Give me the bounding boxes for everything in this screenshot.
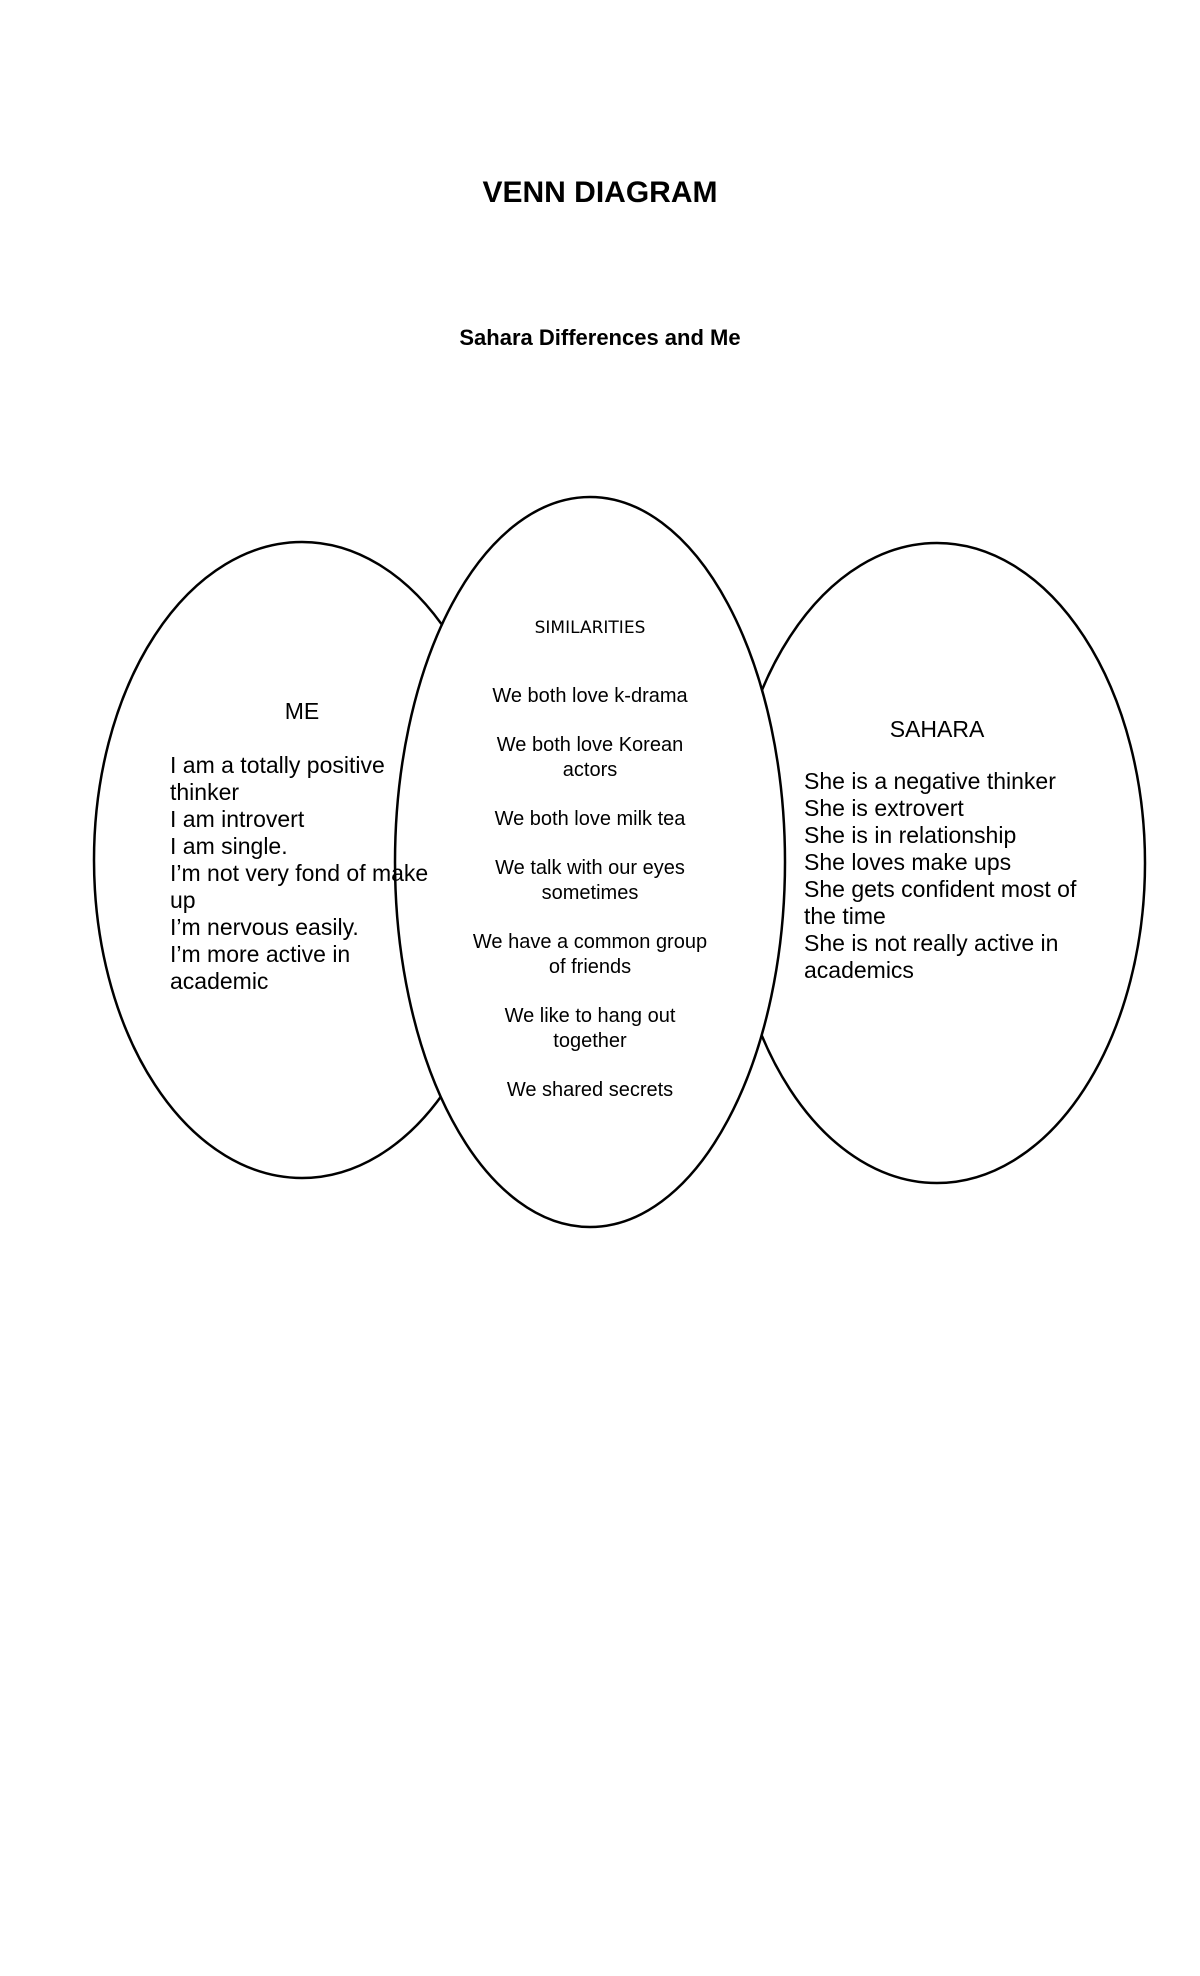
list-item: She loves make ups — [804, 849, 1012, 875]
list-item: I’m not very fond of make up — [170, 860, 429, 913]
list-item: We have a common group of friends — [472, 931, 708, 978]
list-item: I’m more active in academic — [170, 941, 351, 994]
center-circle-list — [470, 684, 710, 1127]
center-circle-heading: SIMILARITIES — [534, 618, 646, 638]
list-item: She is extrovert — [804, 795, 964, 821]
list-item: We talk with our eyes sometimes — [495, 857, 685, 904]
list-item: We shared secrets — [506, 1079, 674, 1101]
list-item: We like to hang out together — [504, 1005, 676, 1052]
list-item: I am a totally positive thinker — [170, 752, 385, 805]
left-circle-list — [170, 752, 445, 995]
list-item: She gets confident most of the time — [804, 876, 1077, 929]
list-item: I am single. — [170, 833, 288, 859]
list-item: She is not really active in academics — [804, 930, 1059, 983]
left-circle-heading: ME — [284, 698, 320, 724]
page-subtitle: Sahara Differences and Me — [459, 325, 741, 350]
right-circle-heading: SAHARA — [889, 716, 985, 742]
list-item: She is in relationship — [804, 822, 1017, 848]
right-circle-list — [804, 768, 1089, 984]
list-item: She is a negative thinker — [804, 768, 1056, 794]
list-item: We both love Korean actors — [496, 734, 684, 781]
list-item: I am introvert — [170, 806, 305, 832]
list-item: We both love milk tea — [494, 808, 686, 830]
list-item: We both love k-drama — [492, 685, 688, 707]
page-title: VENN DIAGRAM — [482, 176, 718, 209]
list-item: I’m nervous easily. — [170, 914, 359, 940]
